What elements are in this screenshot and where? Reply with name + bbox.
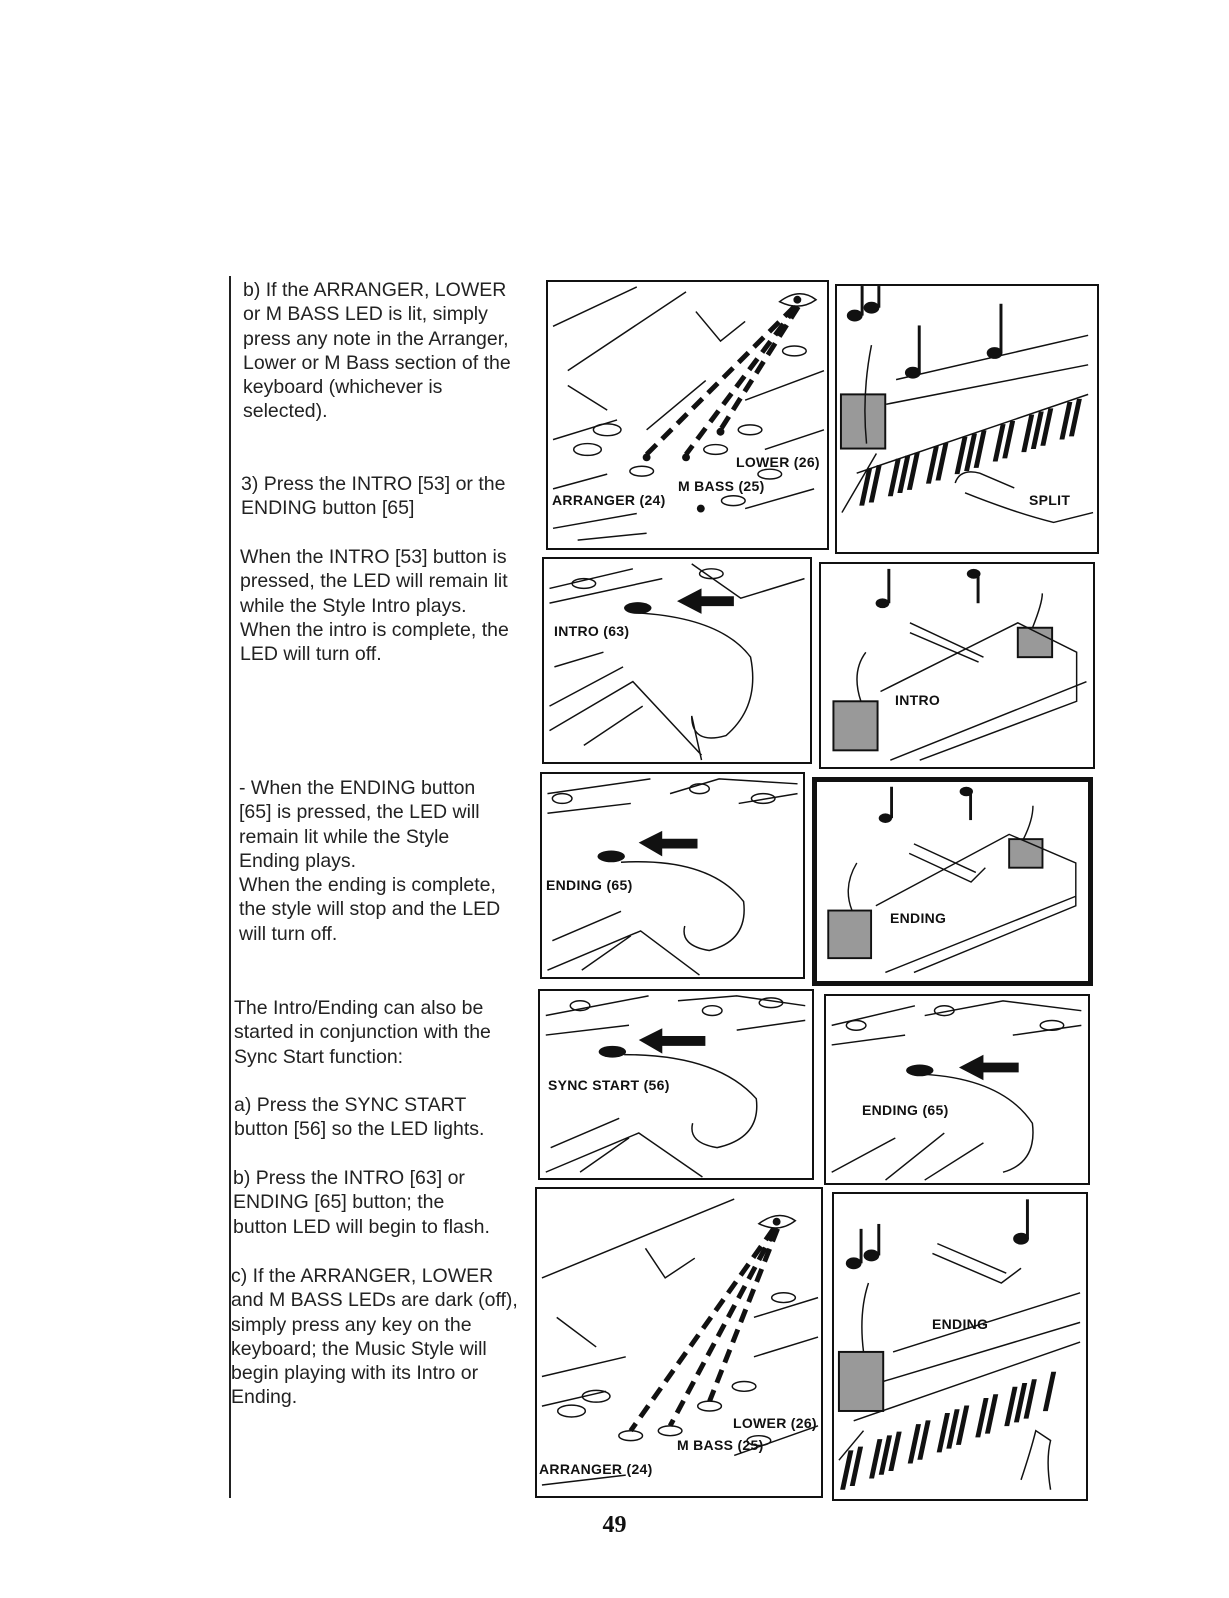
instruction-step-b: b) Press the INTRO [63] or ENDING [65] button; the button LED will begin to flash. bbox=[233, 1167, 490, 1238]
instruction-step-c: c) If the ARRANGER, LOWER and M BASS LEDs are dark (off), simply press any key on the keyboard; the Music Style will begin playing with its Intro or Ending. bbox=[231, 1265, 518, 1409]
label-m-bass: M BASS (25) bbox=[678, 478, 765, 494]
ending-playing-illustration bbox=[817, 782, 1088, 981]
page-number: 49 bbox=[602, 1512, 627, 1538]
intro-playing-illustration bbox=[821, 564, 1093, 767]
figure-led-panel-dark bbox=[535, 1187, 823, 1498]
label-sync-start-56: SYNC START (56) bbox=[548, 1077, 670, 1093]
figure-intro-button-press bbox=[542, 557, 812, 764]
figure-ending-playing bbox=[812, 777, 1093, 986]
intro-press-illustration bbox=[544, 559, 810, 762]
keyboard-split-illustration bbox=[837, 286, 1097, 552]
label-arranger: ARRANGER (24) bbox=[552, 492, 666, 508]
ending-press-illustration bbox=[542, 774, 803, 977]
led-panel-illustration bbox=[548, 282, 827, 548]
ending-explanation: - When the ENDING button [65] is pressed, the LED will remain lit while the Style Ending plays. When the ending is complete, the style will stop and the LED will turn off. bbox=[239, 777, 501, 945]
label-split: SPLIT bbox=[1029, 492, 1071, 508]
label-lower: LOWER (26) bbox=[736, 454, 820, 470]
figure-ending-flashing bbox=[824, 994, 1090, 1185]
figure-ending-button-press bbox=[540, 772, 805, 979]
label-intro-63: INTRO (63) bbox=[554, 623, 630, 639]
label-m-bass-dark: M BASS (25) bbox=[677, 1437, 764, 1453]
instruction-b-arranger-led: b) If the ARRANGER, LOWER or M BASS LED is lit, simply press any note in the Arranger, Lower or M Bass section of the keyboard (whichever is selected). bbox=[243, 279, 511, 423]
intro-explanation: When the INTRO [53] button is pressed, the LED will remain lit while the Style Intro plays. When the intro is complete, the LED will turn off. bbox=[240, 546, 509, 666]
label-ending: ENDING bbox=[890, 910, 947, 926]
figure-led-panel-eye bbox=[546, 280, 829, 550]
label-intro: INTRO bbox=[895, 692, 941, 708]
figure-sync-start-press bbox=[538, 989, 814, 1180]
ending-flash-illustration bbox=[826, 996, 1088, 1183]
label-lower-dark: LOWER (26) bbox=[733, 1415, 817, 1431]
figure-keyboard-ending bbox=[832, 1192, 1088, 1501]
label-arranger-dark: ARRANGER (24) bbox=[539, 1461, 653, 1477]
label-ending-keyboard: ENDING bbox=[932, 1316, 989, 1332]
label-ending-65: ENDING (65) bbox=[546, 877, 633, 893]
instruction-step-3: 3) Press the INTRO [53] or the ENDING button [65] bbox=[241, 473, 506, 520]
keyboard-ending-illustration bbox=[834, 1194, 1086, 1499]
sync-start-intro: The Intro/Ending can also be started in conjunction with the Sync Start function: bbox=[234, 997, 491, 1068]
figure-intro-playing bbox=[819, 562, 1095, 769]
instruction-step-a: a) Press the SYNC START button [56] so the LED lights. bbox=[234, 1094, 485, 1141]
figure-keyboard-split bbox=[835, 284, 1099, 554]
label-ending-65-flash: ENDING (65) bbox=[862, 1102, 949, 1118]
